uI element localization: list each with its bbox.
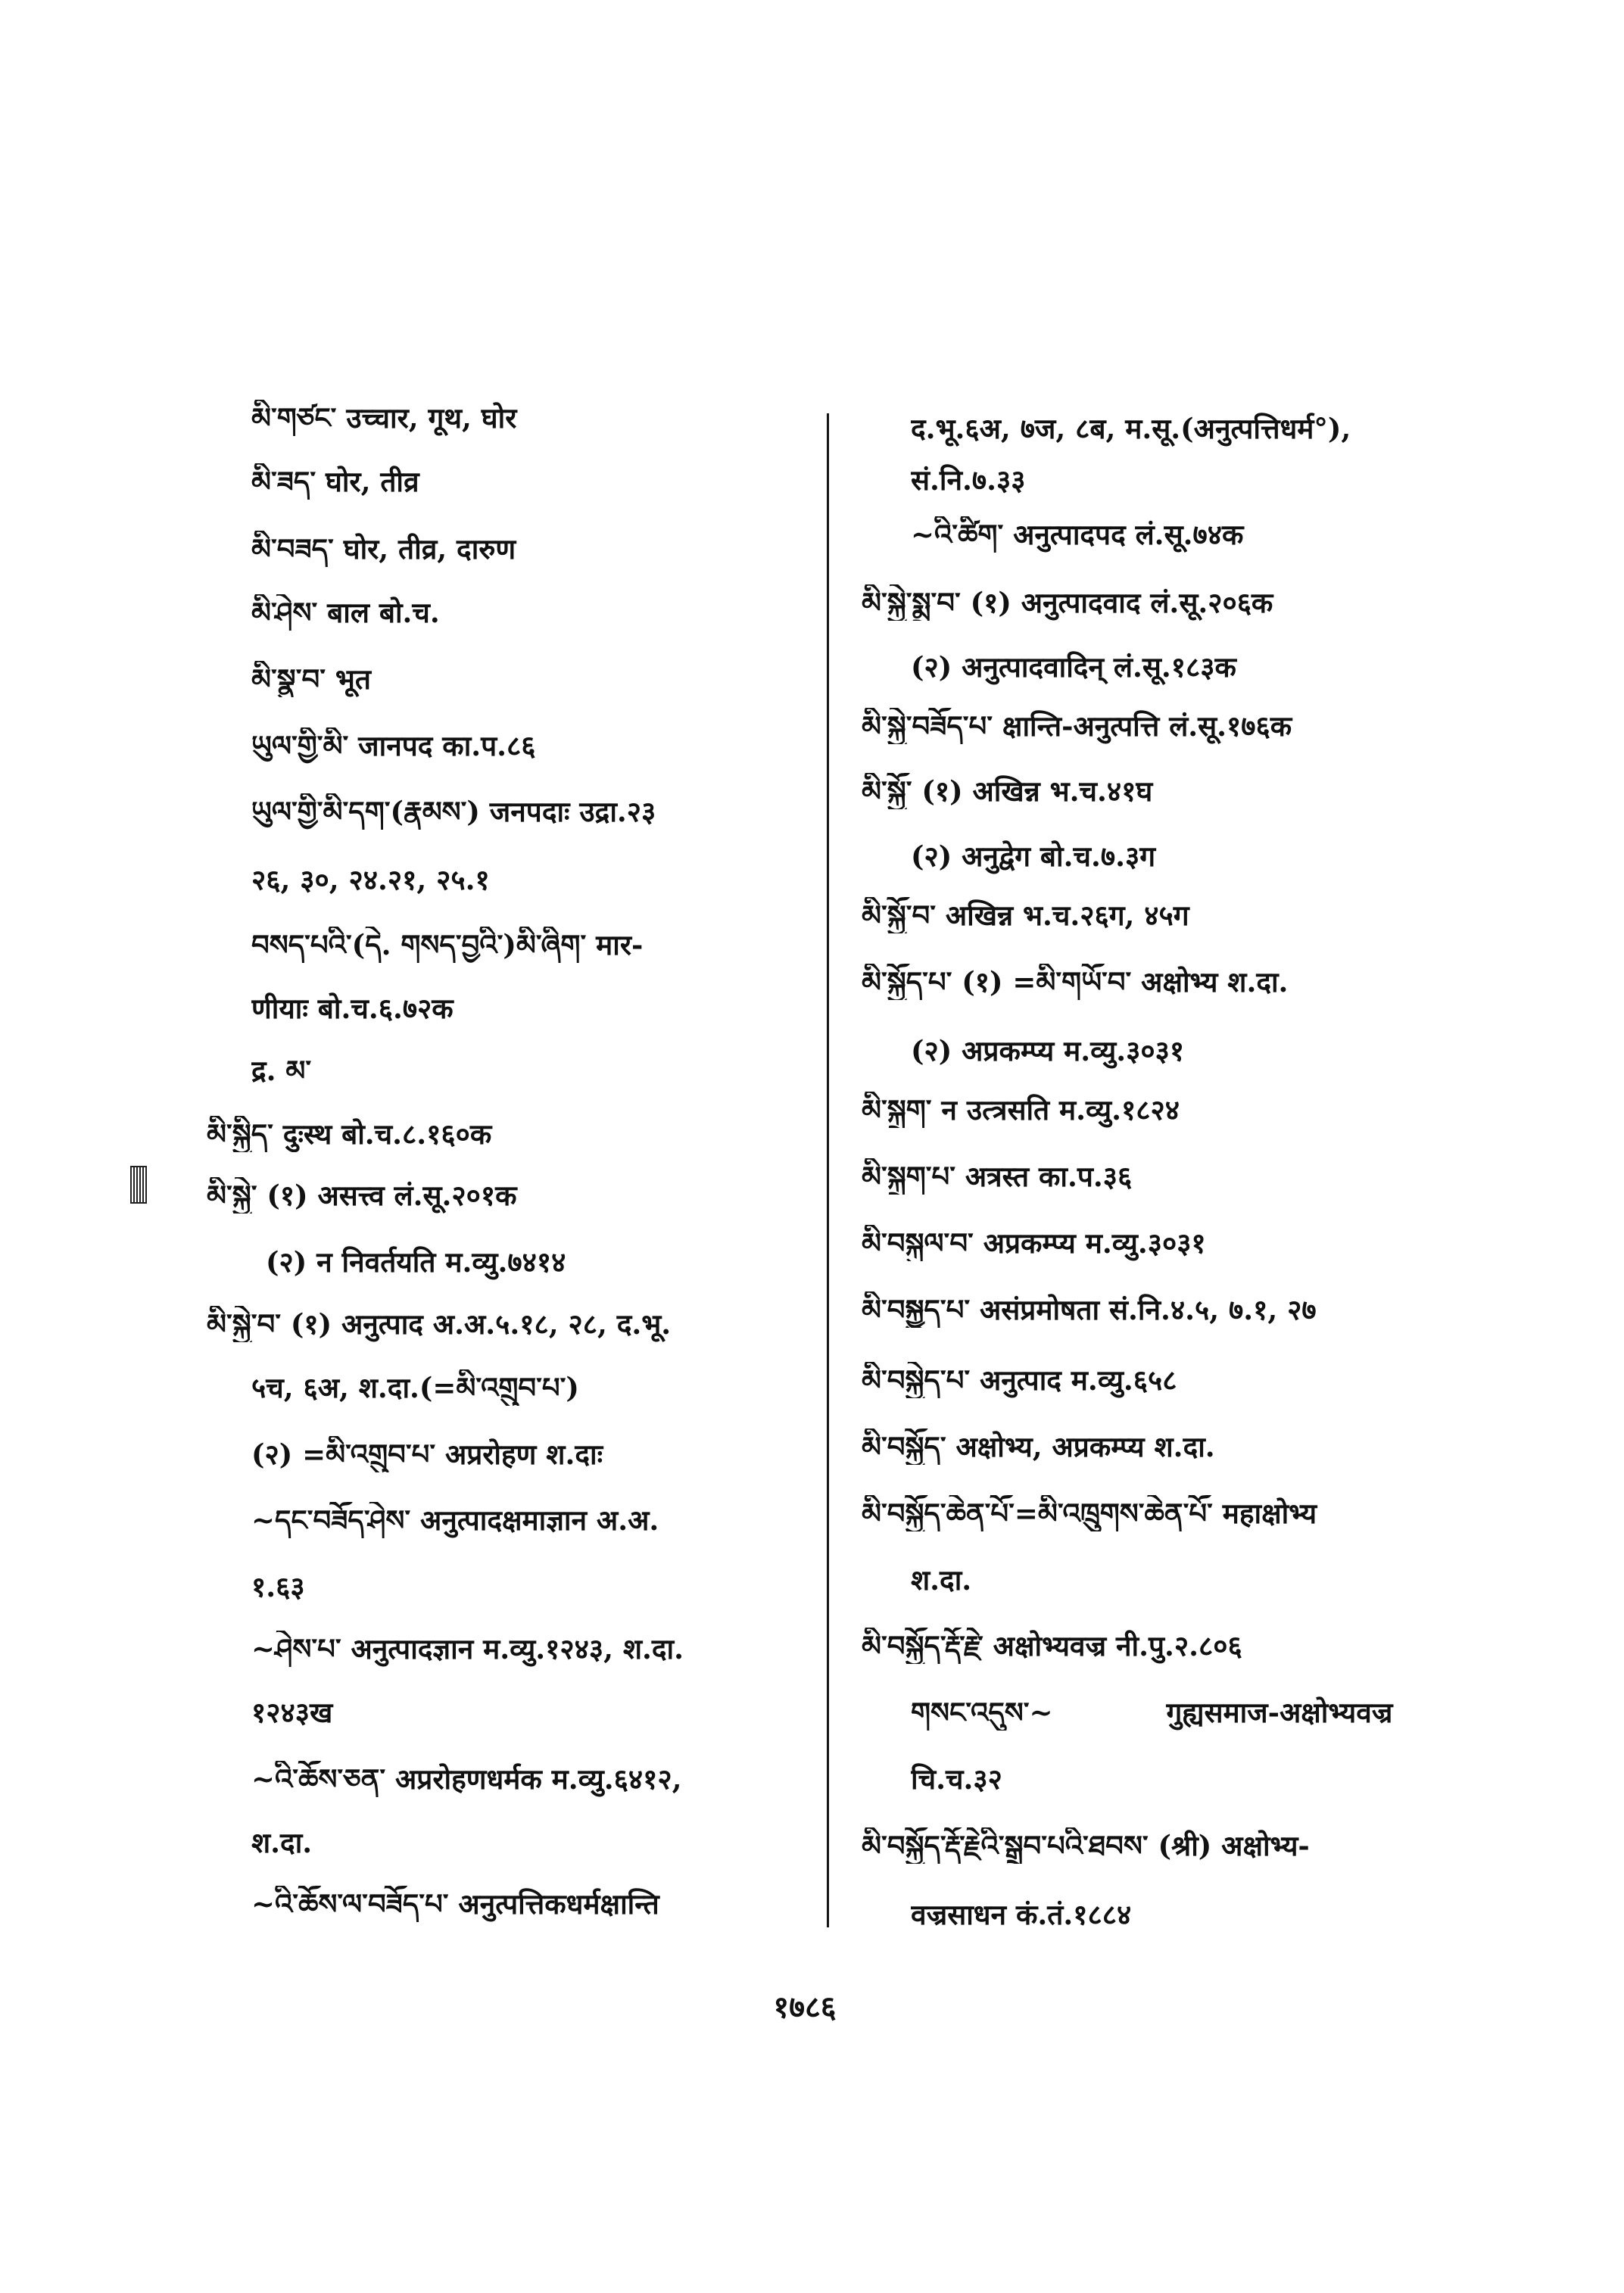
left-line: མི་ཤེས་ बाल बो.च. <box>251 596 440 629</box>
left-line: १.६३ <box>251 1570 305 1603</box>
right-line: (२) अप्रकम्प्य म.व्यु.३०३१ <box>911 1034 1185 1067</box>
left-line: ཡུལ་གྱི་མི་དག་(རྣམས་) जनपदाः उद्रा.२३ <box>251 795 656 828</box>
left-line: १२४३ख <box>251 1696 333 1729</box>
left-line: ~ཤེས་པ་ अनुत्पादज्ञान म.व्यु.१२४३, श.दा. <box>251 1632 684 1665</box>
right-line: द.भू.६अ, ७ज, ८ब, म.सू.(अनुत्पत्तिधर्म°), <box>911 412 1351 445</box>
right-line: མི་བསྐྱུད་པ་ असंप्रमोषता सं.नि.४.५, ७.१, २७ <box>862 1293 1317 1326</box>
margin-mark <box>130 1166 147 1204</box>
right-line: वज्रसाधन कं.तं.१८८४ <box>911 1898 1132 1931</box>
right-line: མི་སྐྱེ་སྨྲ་བ་ (१) अनुत्पादवाद लं.सू.२०६क <box>862 586 1273 619</box>
left-line: श.दा. <box>251 1826 313 1859</box>
left-line: (२) =མི་འགྲུབ་པ་ अप्ररोहण श.दाः <box>251 1438 603 1471</box>
left-line: (२) न निवर्तयति म.व्यु.७४१४ <box>266 1245 566 1279</box>
left-line: ཡུལ་གྱི་མི་ जानपद का.प.८६ <box>251 729 536 762</box>
left-line: མི་སྐྱིད་ दुःस्थ बो.च.८.१६०क <box>207 1117 492 1151</box>
right-line: མི་སྐྱོད་པ་ (१) =མི་གཡོ་བ་ अक्षोभ्य श.दा. <box>862 965 1289 999</box>
right-line: མི་སྐྲག་ न उत्त्रसति म.व्यु.१८२४ <box>862 1093 1180 1126</box>
left-line: ~འི་ཆོས་ལ་བཟོད་པ་ अनुत्पत्तिकधर्मक्षान्ति <box>251 1887 659 1921</box>
right-line: (२) अनुद्वेग बो.च.७.३ग <box>911 840 1156 873</box>
page-number: १७८६ <box>773 1989 837 2025</box>
left-line: མི་ཟད་ घोर, तीव्र <box>251 465 419 498</box>
left-line: णीयाः बो.च.६.७२क <box>251 992 454 1025</box>
left-line: མི་གཙང་ उच्चार, गूथ, घोर <box>251 401 517 435</box>
right-line: མི་བསྐྱོད་རྡོ་རྗེ་ अक्षोभ्यवज्र नी.पु.२.८०६ <box>862 1629 1242 1662</box>
right-line: श.दा. <box>911 1563 972 1597</box>
left-line: ~འི་ཆོས་ཅན་ अप्ररोहणधर्मक म.व्यु.६४१२, <box>251 1762 682 1796</box>
right-line: མི་སྐྱེ་བཟོད་པ་ क्षान्ति-अनुत्पत्ति लं.सू.१७६क <box>862 709 1292 743</box>
right-line: (२) अनुत्पादवादिन् लं.सू.१८३क <box>911 650 1236 684</box>
right-line: མི་སྐྱོ་བ་ अखिन्न भ.च.२६ग, ४५ग <box>862 899 1189 932</box>
left-line: ~དང་བཟོད་ཤེས་ अनुत्पादक्षमाज्ञान अ.अ. <box>251 1503 659 1537</box>
left-line: མི་བཟད་ घोर, तीव्र, दारुण <box>251 532 516 565</box>
left-line: མི་སྐྱེ་ (१) असत्त्व लं.सू.२०१क <box>207 1179 517 1212</box>
left-line: མི་སྣུ་བ་ भूत <box>251 662 371 696</box>
sub-entry-term: གསང་འདུས་~ <box>911 1696 1053 1729</box>
right-line: चि.च.३२ <box>911 1762 1002 1796</box>
left-line: བསད་པའི་(དེ. གསད་བྱའི་)མི་ཞིག་ मार- <box>251 928 644 961</box>
left-line: द्र. མ་ <box>251 1054 312 1087</box>
left-line: མི་སྐྱེ་བ་ (१) अनुत्पाद अ.अ.५.१८, २८, द.भू. <box>207 1307 672 1341</box>
right-line: མི་བསྐུལ་བ་ अप्रकम्प्य म.व्यु.३०३१ <box>862 1226 1206 1260</box>
right-line: མི་བསྐྱོད་ अक्षोभ्य, अप्रकम्प्य श.दा. <box>862 1430 1215 1463</box>
column-divider <box>827 413 829 1927</box>
right-line: མི་བསྐྱོད་རྡོ་རྗེའི་སྒྲུབ་པའི་ཐབས་ (श्री) अक्षोभ्य- <box>862 1829 1310 1862</box>
right-line: མི་བསྐྱེད་པ་ अनुत्पाद म.व्यु.६५८ <box>862 1363 1177 1397</box>
sub-entry-gloss: गुह्यसमाज-अक्षोभ्यवज्र <box>1166 1696 1393 1729</box>
right-line: མི་སྐྲག་པ་ अत्रस्त का.प.३६ <box>862 1160 1133 1193</box>
right-line: མི་བསྐྱོད་ཆེན་པོ་=མི་འཁྲུགས་ཆེན་པོ་ महाक्षोभ्य <box>862 1497 1317 1530</box>
right-line <box>911 1694 1579 1731</box>
left-line: २६, ३०, २४.२१, २५.१ <box>251 863 490 896</box>
right-line: ~འི་ཚིག་ अनुत्पादपद लं.सू.७४क <box>911 518 1244 551</box>
right-line: མི་སྐྱོ་ (१) अखिन्न भ.च.४१घ <box>862 774 1153 808</box>
right-line: सं.नि.७.३३ <box>911 463 1026 497</box>
left-line: ५च, ६अ, श.दा.(=མི་འགྲུབ་པ་) <box>251 1371 579 1404</box>
